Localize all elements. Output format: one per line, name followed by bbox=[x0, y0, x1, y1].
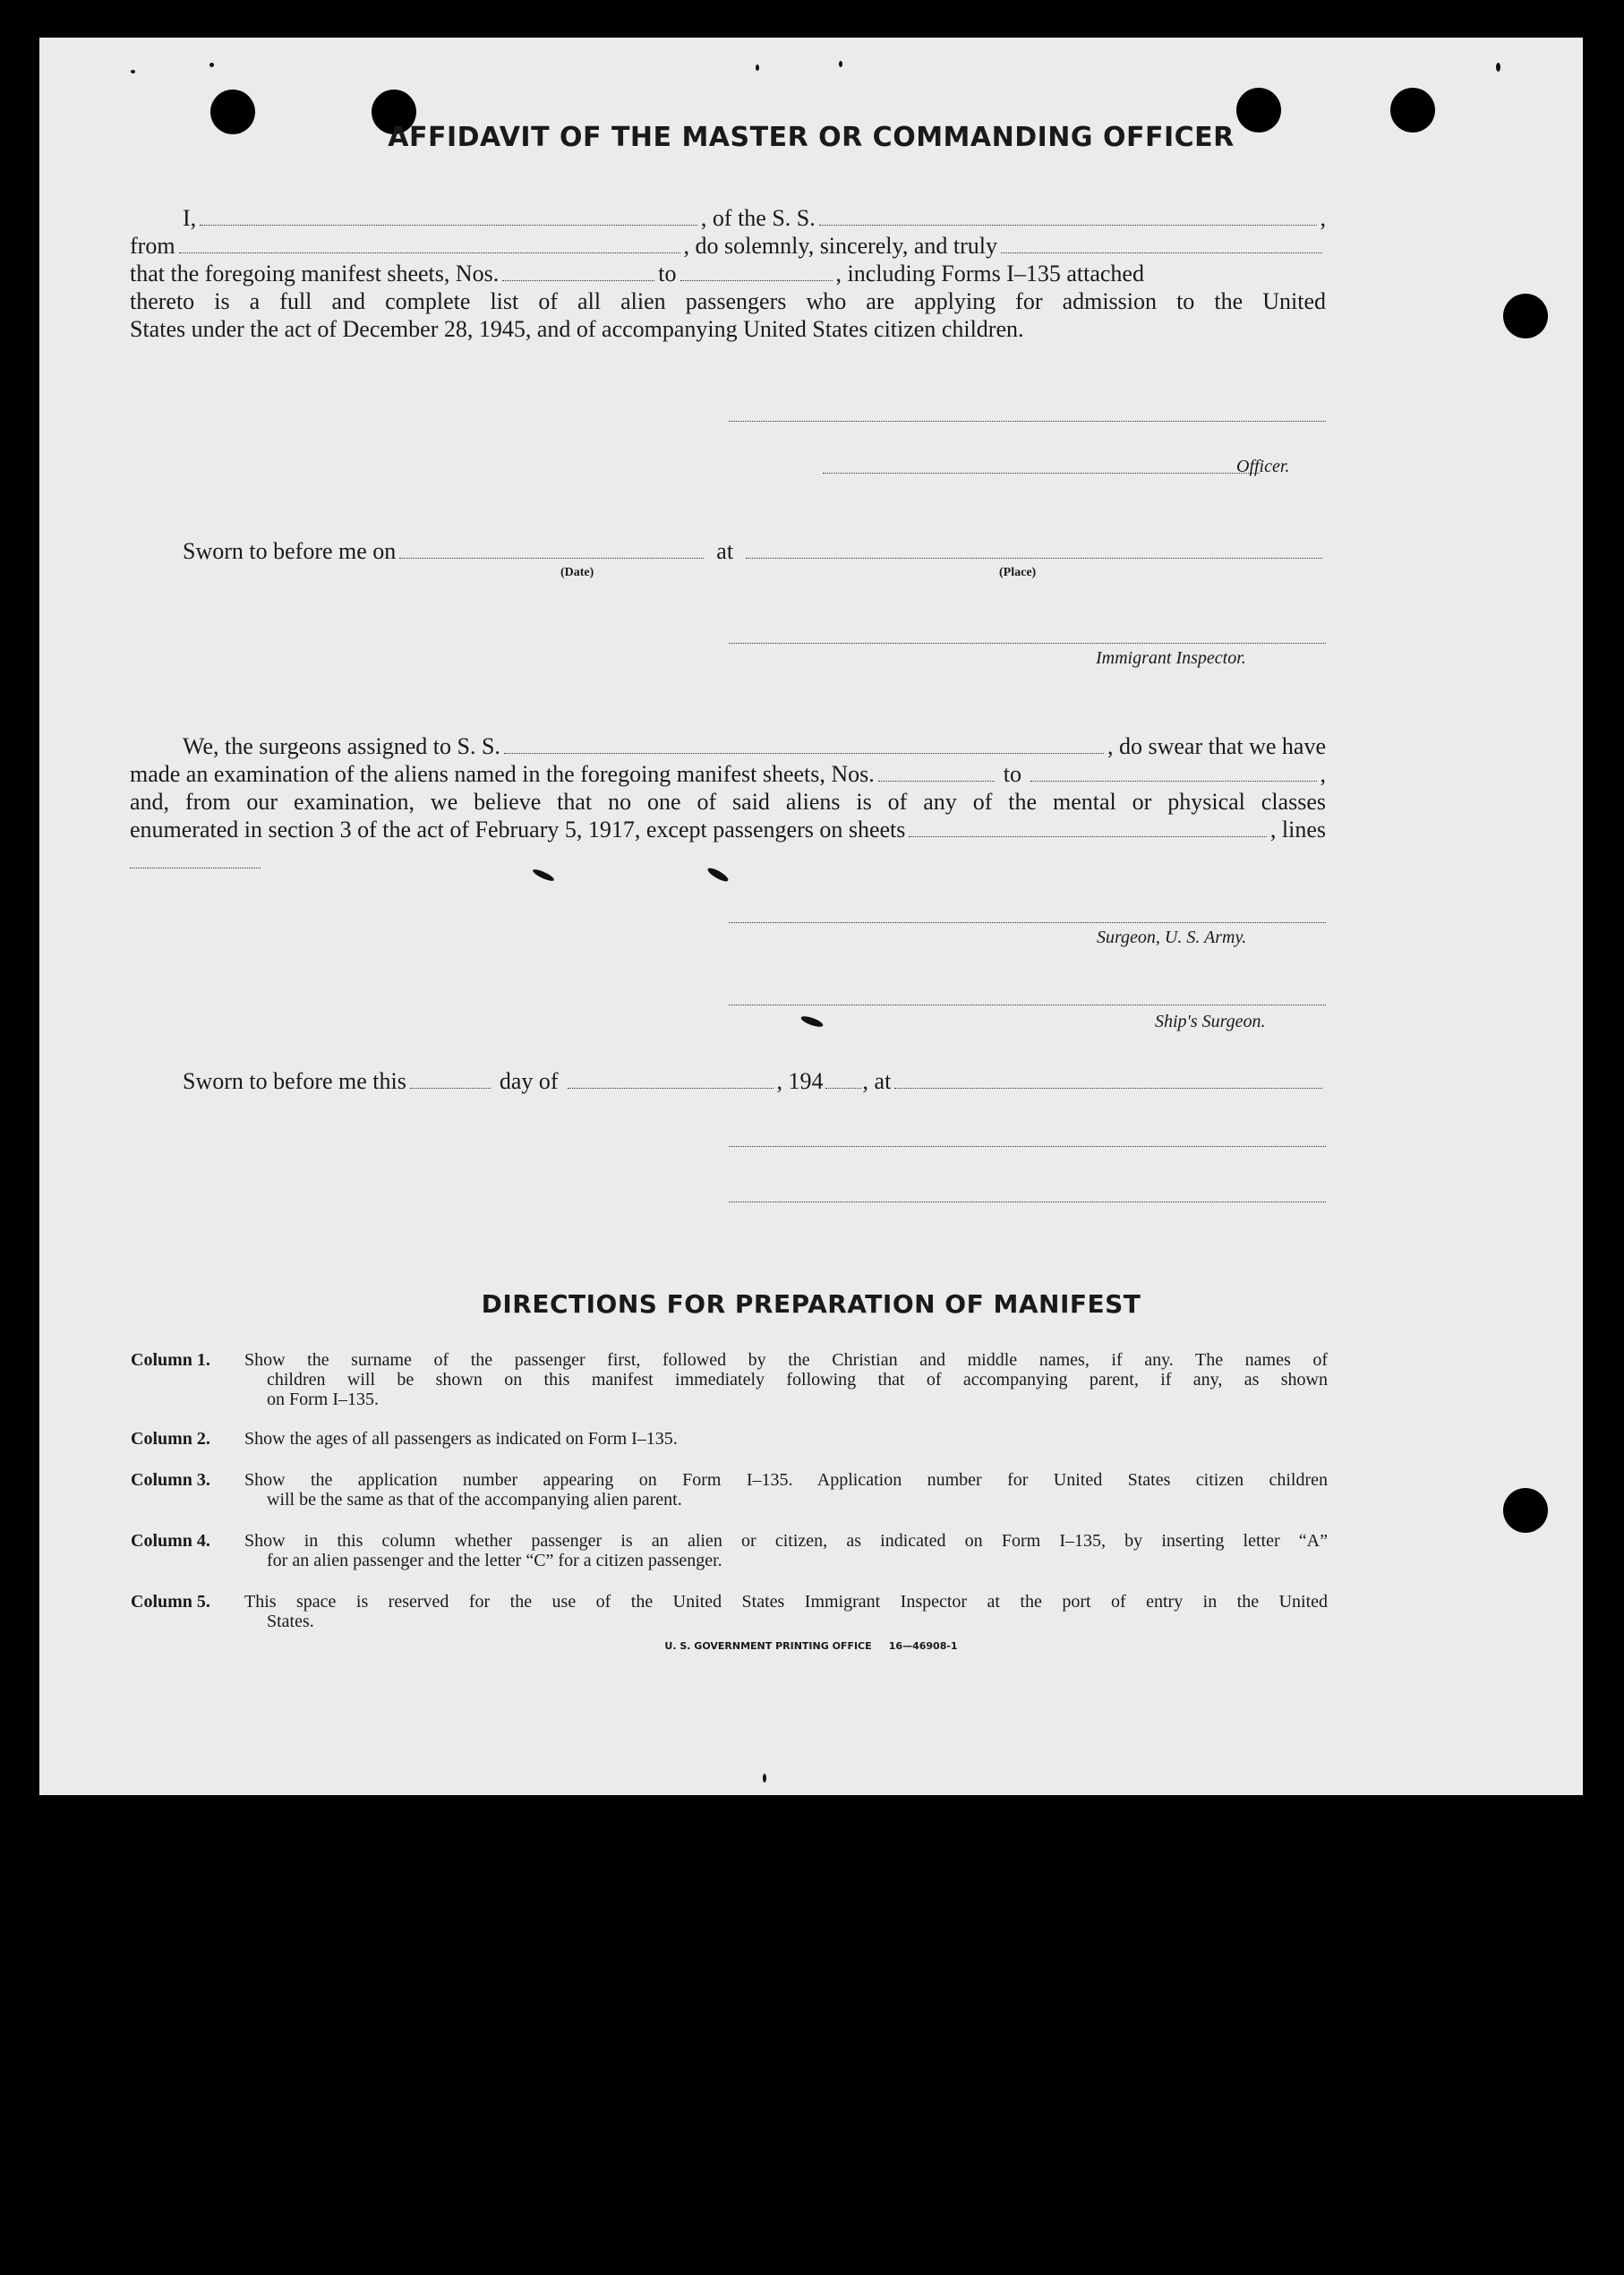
sworn-day-blank[interactable] bbox=[410, 1069, 491, 1089]
printer-imprint: U. S. GOVERNMENT PRINTING OFFICE 16—46908-1 bbox=[664, 1640, 958, 1652]
name-blank[interactable] bbox=[200, 206, 697, 226]
affirm-blank[interactable] bbox=[1001, 234, 1322, 253]
ink-speck bbox=[799, 1014, 824, 1029]
exam-sheet-to-blank[interactable] bbox=[1030, 762, 1317, 782]
affidavit-line-4: thereto is a full and complete list of all alien passengers who are applying for admission to the United bbox=[130, 288, 1326, 314]
punch-hole bbox=[1503, 294, 1548, 338]
inspector-signature-line[interactable] bbox=[729, 643, 1326, 644]
surgeons-line-4: enumerated in section 3 of the act of February 5, 1917, except passengers on sheets , lines bbox=[130, 817, 1326, 842]
sworn-line-1: Sworn to before me on at bbox=[183, 537, 1326, 565]
direction-column-label: Column 3. bbox=[131, 1470, 210, 1490]
signature-line-a[interactable] bbox=[729, 1146, 1326, 1147]
sworn-date-blank[interactable] bbox=[399, 539, 704, 559]
inspector-label: Immigrant Inspector. bbox=[1096, 648, 1246, 668]
ink-speck bbox=[209, 63, 214, 67]
surgeons-line-2: made an examination of the aliens named in the foregoing manifest sheets, Nos. to , bbox=[130, 761, 1326, 787]
surgeons-ship-blank[interactable] bbox=[504, 734, 1104, 754]
affidavit-line-1: I, , of the S. S. , bbox=[183, 205, 1327, 231]
surgeons-line-1: We, the surgeons assigned to S. S. , do swear that we have bbox=[183, 733, 1326, 759]
ship-name-blank[interactable] bbox=[819, 206, 1317, 226]
sworn-place-blank[interactable] bbox=[746, 539, 1322, 559]
sheet-from-blank[interactable] bbox=[502, 261, 654, 281]
affidavit-line-2: from , do solemnly, sincerely, and truly bbox=[130, 232, 1326, 260]
direction-text: This space is reserved for the use of the United States Immigrant Inspector at the port of entry in the United States. bbox=[244, 1592, 1328, 1631]
punch-hole bbox=[1503, 1488, 1548, 1533]
sworn-year-blank[interactable] bbox=[825, 1069, 861, 1089]
date-label: (Date) bbox=[560, 566, 594, 579]
sworn-line-2: Sworn to before me this day of , 194 , at bbox=[183, 1067, 1326, 1095]
sworn-month-blank[interactable] bbox=[568, 1069, 774, 1089]
affidavit-title: AFFIDAVIT OF THE MASTER OR COMMANDING OFFICER bbox=[388, 122, 1235, 153]
direction-column-label: Column 5. bbox=[131, 1592, 210, 1612]
except-sheets-blank[interactable] bbox=[909, 817, 1266, 837]
ink-speck bbox=[756, 64, 759, 71]
direction-text: Show the application number appearing on Form I–135. Application number for United States citizen children will be the same as that of the accompanying alien parent. bbox=[244, 1470, 1328, 1510]
affidavit-line-3: that the foregoing manifest sheets, Nos. to , including Forms I–135 attached bbox=[130, 261, 1144, 287]
directions-title: DIRECTIONS FOR PREPARATION OF MANIFEST bbox=[481, 1289, 1141, 1319]
affidavit-line-5: States under the act of December 28, 1945, and of accompanying United States citizen children. bbox=[130, 316, 1024, 342]
direction-text: Show in this column whether passenger is an alien or citizen, as indicated on Form I–135, by inserting letter “A” for an alien passenger and the letter “C” for a citizen passenger. bbox=[244, 1531, 1328, 1570]
master-signature-line[interactable] bbox=[729, 421, 1326, 422]
direction-text: Show the surname of the passenger first, followed by the Christian and middle names, if any. The names of children will be shown on this manifest immediately following that of accompanying parent, if any, as shown on Form I–135. bbox=[244, 1350, 1328, 1409]
officer-label: Officer. bbox=[1236, 457, 1290, 476]
ink-speck bbox=[532, 868, 556, 883]
ink-speck bbox=[706, 866, 731, 884]
ink-speck bbox=[131, 70, 135, 73]
sheet-to-blank[interactable] bbox=[680, 261, 833, 281]
army-surgeon-signature-line[interactable] bbox=[729, 922, 1326, 923]
form-page bbox=[39, 38, 1583, 1795]
surgeons-line-3: and, from our examination, we believe that no one of said aliens is of any of the mental or physical classes bbox=[130, 789, 1326, 815]
place-label: (Place) bbox=[999, 566, 1037, 579]
direction-column-label: Column 4. bbox=[131, 1531, 210, 1551]
ink-speck bbox=[839, 61, 842, 67]
direction-text: Show the ages of all passengers as indicated on Form I–135. bbox=[244, 1429, 678, 1449]
direction-column-label: Column 1. bbox=[131, 1350, 210, 1370]
from-blank[interactable] bbox=[179, 234, 680, 253]
officer-signature-line[interactable] bbox=[823, 473, 1260, 474]
ink-speck bbox=[1496, 63, 1500, 72]
exam-sheet-from-blank[interactable] bbox=[878, 762, 995, 782]
ink-speck bbox=[763, 1774, 766, 1783]
sworn-at-blank[interactable] bbox=[894, 1069, 1322, 1089]
direction-column-label: Column 2. bbox=[131, 1429, 210, 1449]
ship-surgeon-label: Ship's Surgeon. bbox=[1155, 1012, 1266, 1031]
army-surgeon-label: Surgeon, U. S. Army. bbox=[1097, 928, 1247, 947]
